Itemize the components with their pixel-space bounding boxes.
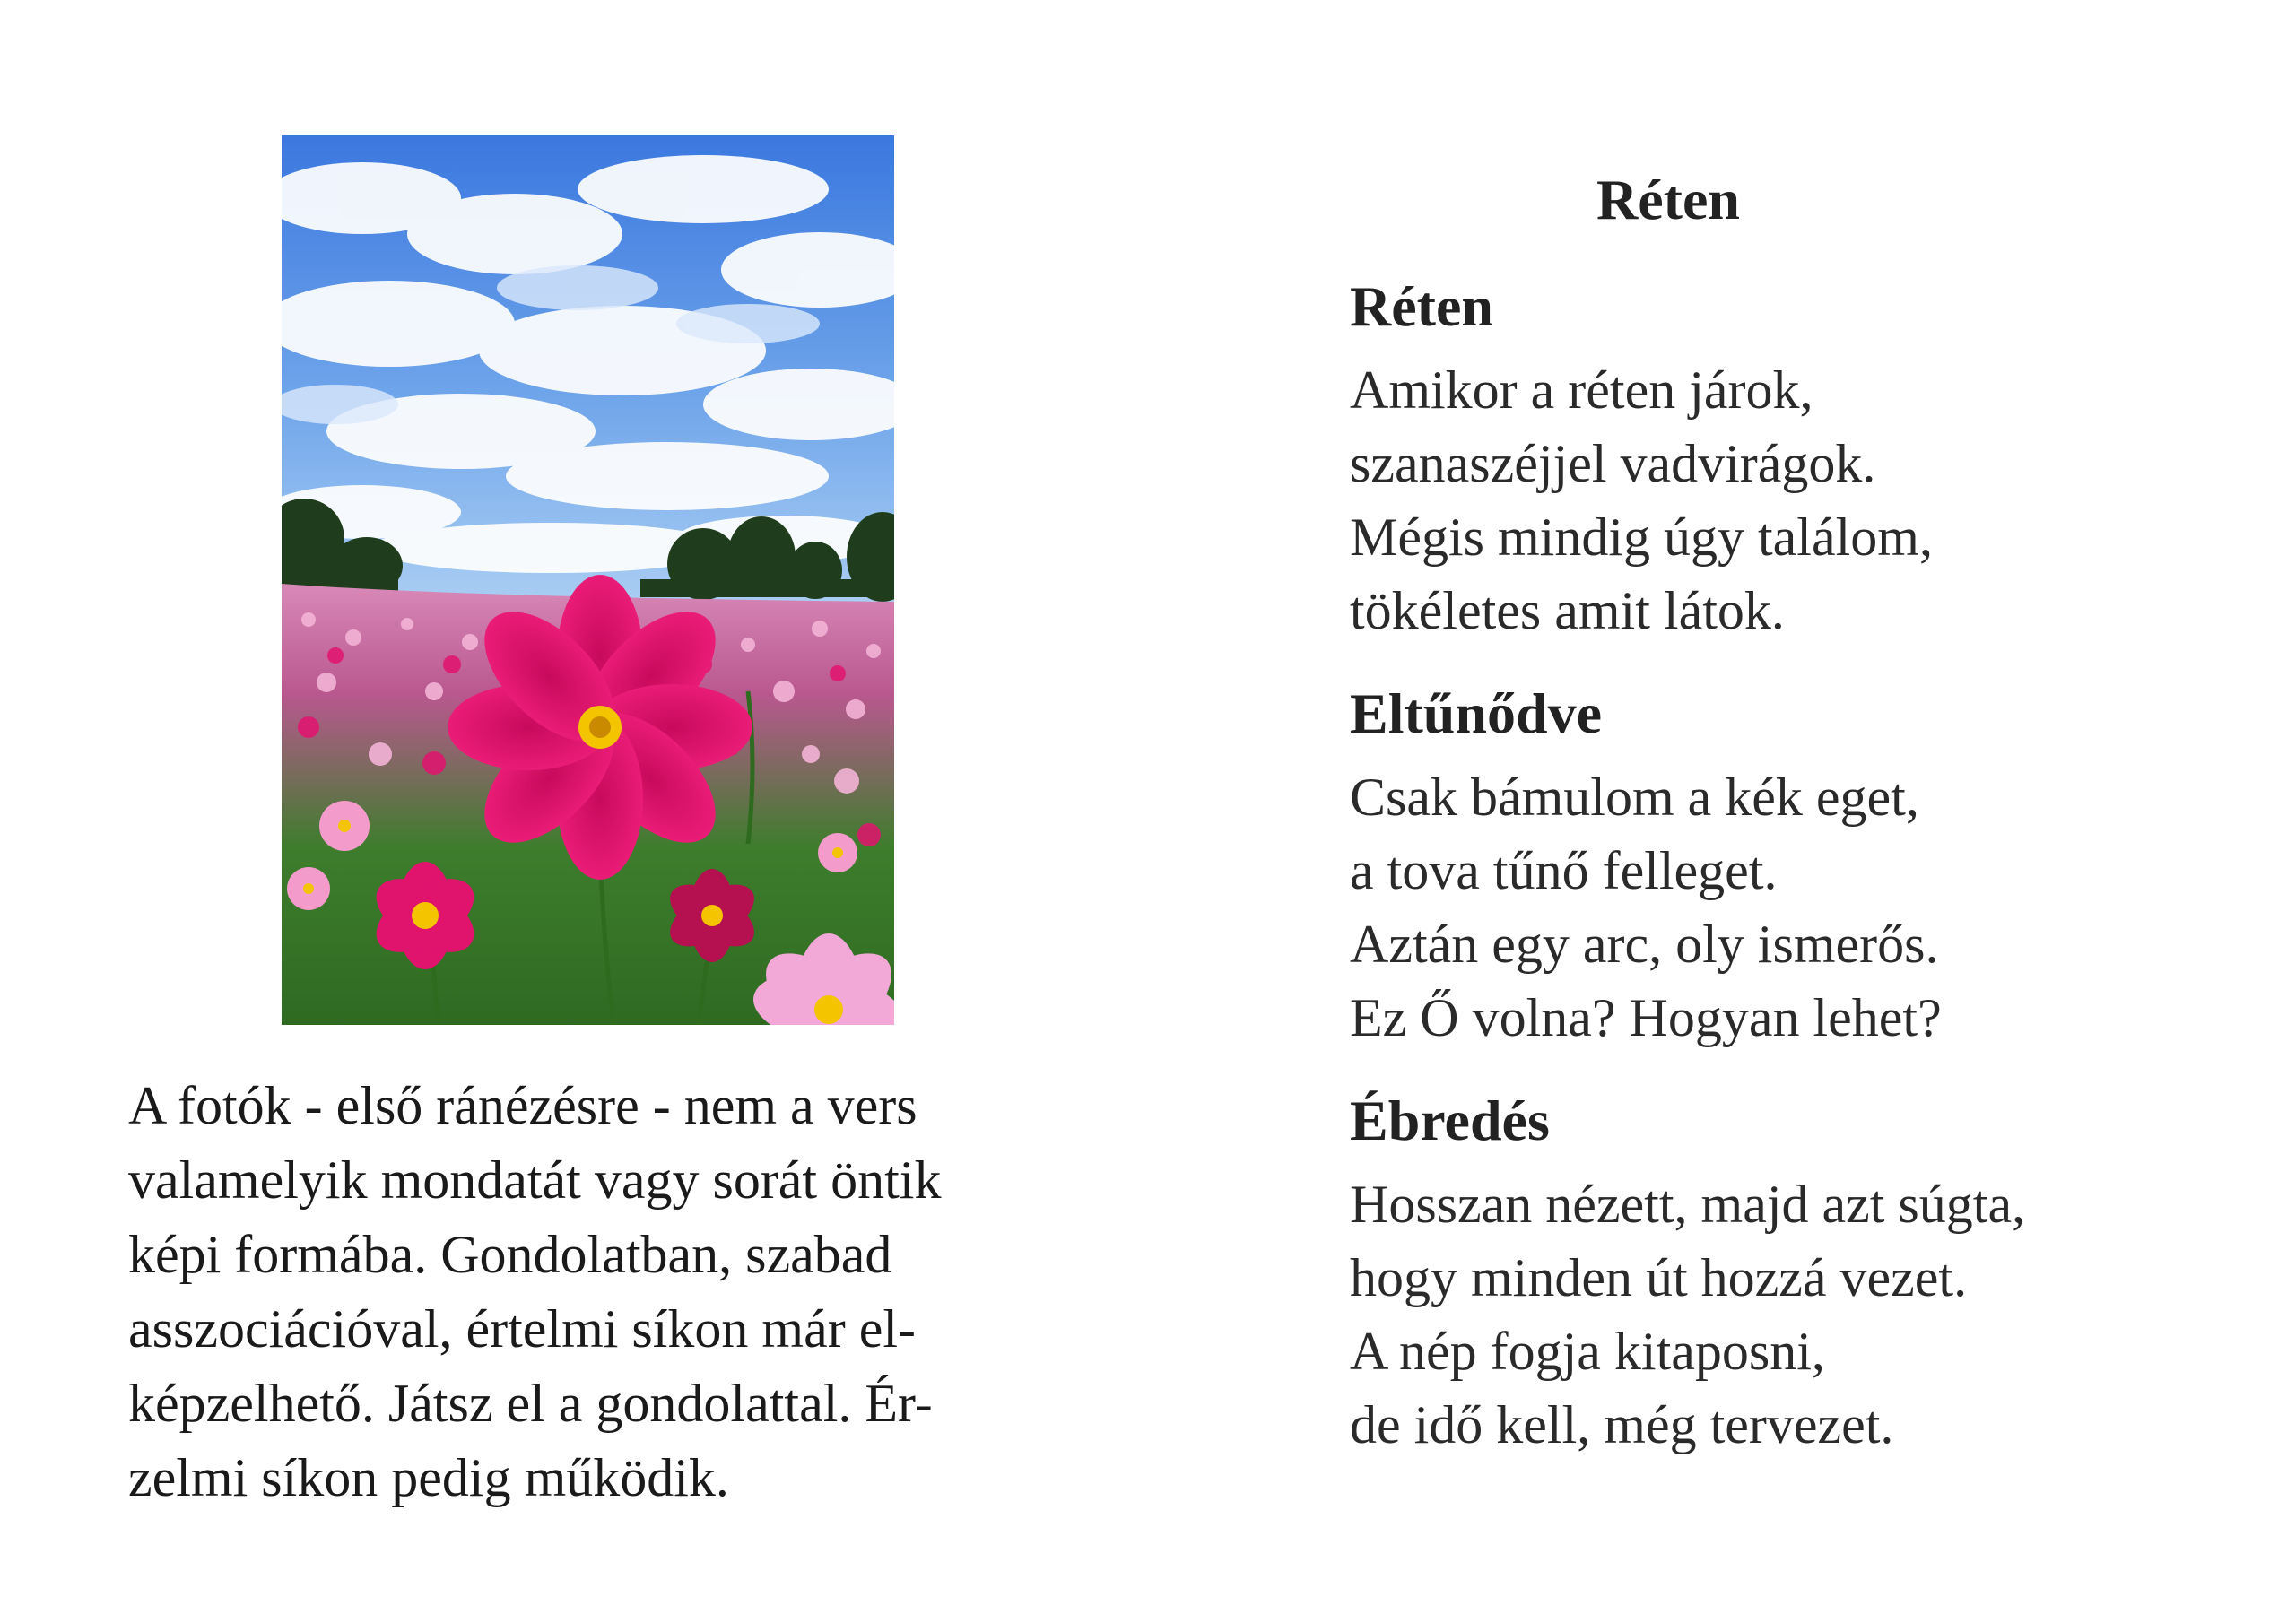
verse-line: Amikor a réten járok, [1350, 360, 1813, 420]
caption-line: asszociációval, értelmi síkon már el- [128, 1299, 916, 1358]
verse-line: Mégis mindig úgy találom, [1350, 508, 1933, 567]
stanza-eltunodve [1350, 678, 2229, 1055]
verse-line: de idő kell, még tervezet. [1350, 1395, 1894, 1454]
cosmos-flower-field-image [282, 135, 894, 1025]
verse-line: Hosszan nézett, majd azt súgta, [1350, 1175, 2026, 1234]
flower-field-photo [282, 135, 894, 1025]
verse-line: A nép fogja kitaposni, [1350, 1322, 1825, 1381]
stanza-reten [1350, 271, 2229, 647]
magenta-cosmos-flower [448, 575, 752, 880]
caption-line: valamelyik mondatát vagy sorát öntik [128, 1150, 942, 1210]
stanza-ebredes [1350, 1085, 2229, 1462]
poem-title: Réten [1596, 168, 1740, 231]
stanza-heading: Ébredés [1350, 1089, 1550, 1152]
verse-line: Csak bámulom a kék eget, [1350, 768, 1919, 827]
caption-line: képzelhető. Játsz el a gondolattal. Ér- [128, 1374, 933, 1433]
verse-line: szanaszéjjel vadvirágok. [1350, 434, 1876, 493]
verse-line: a tova tűnő felleget. [1350, 841, 1778, 900]
stanza-heading: Réten [1350, 274, 1493, 338]
stanza-heading: Eltűnődve [1350, 681, 1602, 745]
caption-line: képi formába. Gondolatban, szabad [128, 1225, 892, 1284]
verse-line: tökéletes amit látok. [1350, 581, 1785, 640]
caption-line: zelmi síkon pedig működik. [128, 1448, 729, 1507]
verse-line: hogy minden út hozzá vezet. [1350, 1248, 1968, 1307]
caption-line: A fotók - első ránézésre - nem a vers [128, 1076, 918, 1135]
photo-caption [128, 1069, 1079, 1515]
verse-line: Aztán egy arc, oly ismerős. [1350, 915, 1939, 974]
verse-line: Ez Ő volna? Hogyan lehet? [1350, 988, 1942, 1047]
